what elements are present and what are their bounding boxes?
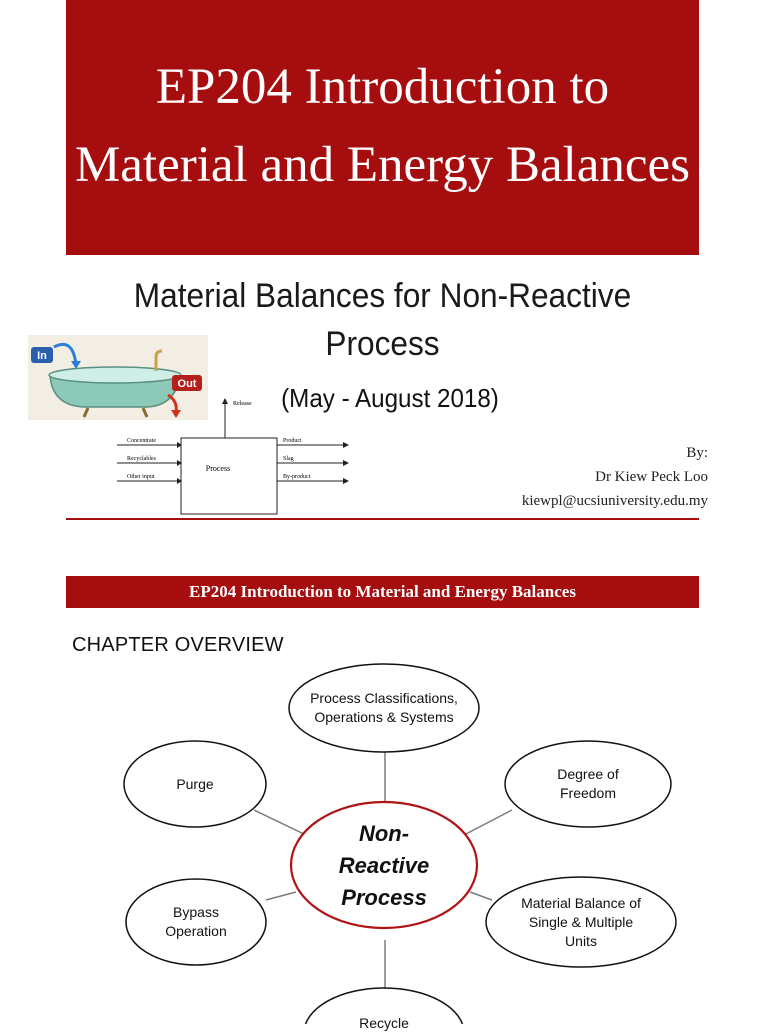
release-arrowhead: [222, 398, 228, 404]
input-label: Other input: [127, 474, 155, 480]
output-label: Slag: [283, 456, 294, 462]
slide-header-text: EP204 Introduction to Material and Energy Balances: [189, 582, 576, 601]
title-banner: [66, 0, 699, 255]
slide-subtitle: Material Balances for Non-Reactive Process: [133, 277, 632, 363]
node-label-dof: Degree of Freedom: [557, 766, 619, 801]
in-label: In: [37, 350, 47, 362]
slide-header-bar: [66, 576, 699, 608]
author-name: Dr Kiew Peck Loo: [595, 469, 708, 485]
process-box: [181, 438, 277, 514]
course-dates: (May - August 2018): [281, 383, 499, 413]
node-label-top: Process Classifications, Operations & Systems: [310, 690, 458, 725]
node-label-purge: Purge: [176, 775, 214, 792]
out-label: Out: [177, 378, 197, 390]
process-label: Process: [205, 464, 231, 473]
release-label: Release: [233, 401, 252, 407]
node-label-bypass: Bypass Operation: [165, 904, 227, 939]
connector-purge: [254, 810, 306, 835]
author-email: kiewpl@ucsiuniversity.edu.my: [521, 493, 708, 509]
center-node-label: Non-Reactive Process: [338, 821, 430, 910]
node-label-recycle: Recycle: [359, 1014, 409, 1031]
input-label: Recyclables: [127, 456, 156, 462]
byline-label: By:: [686, 445, 708, 461]
author-byline: [522, 441, 708, 513]
tub-rim: [49, 367, 181, 383]
output-label: Product: [283, 438, 302, 444]
chapter-mindmap: [0, 660, 768, 1031]
connector-dof: [464, 810, 512, 835]
output-label: By-product: [283, 474, 311, 480]
node-label-material: Material Balance of Single & Multiple Units: [521, 894, 641, 949]
process-block-diagram: [115, 395, 355, 520]
slide-title: EP204 Introduction to Material and Energy Balances: [74, 58, 691, 193]
chapter-overview-heading: CHAPTER OVERVIEW: [72, 634, 284, 656]
input-streams: [117, 438, 182, 484]
input-label: Concentrate: [127, 438, 156, 444]
connector-material: [470, 892, 492, 900]
output-streams: [277, 438, 349, 484]
connector-bypass: [266, 892, 296, 900]
